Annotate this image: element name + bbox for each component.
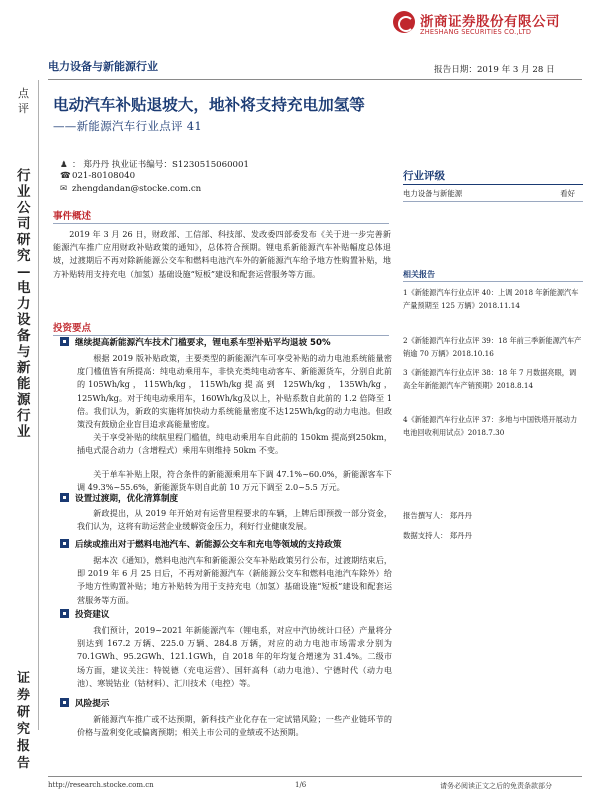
related-report-1[interactable]: 1《新能源汽车行业点评 40：上调 2018 年新能源汽车产量预期至 125 万辆》2018.11.14	[403, 288, 579, 310]
point-title-3: 后续或推出对于燃料电池汽车、新能源公交车和充电等领域的支持政策	[60, 538, 395, 550]
bullet-icon	[60, 609, 69, 618]
phone-icon: ☎	[60, 171, 71, 181]
related-divider	[403, 281, 583, 282]
header-divider	[48, 79, 582, 80]
report-date: 报告日期：2019 年 3 月 28 日	[434, 65, 555, 75]
analyst-name-line	[60, 158, 380, 170]
rating-value: 看好	[560, 189, 575, 198]
rating-row	[403, 188, 583, 199]
rating-industry: 电力设备与新能源	[403, 189, 463, 198]
point-title-4: 投资建议	[60, 608, 395, 620]
point-1-para-3: 关于单车补贴上限，符合条件的新能源乘用车下调 47.1%~60.0%，新能源客车下调 49.3%~55.6%，新能源货车则自此前 10 万元下调至 2.0~5.5 万元。	[77, 469, 392, 493]
bullet-icon	[60, 698, 69, 707]
point-title-2: 设置过渡期，优化清算制度	[60, 492, 395, 504]
point-4-para-1: 我们预计，2019~2021 年新能源汽车（锂电系，对应中汽协统计口径）产量将分别达到 167.2 万辆、225.0 万辆、284.8 万辆，对应的动力电池市场需求分别为 70.1GWh、95.2GWh、121.1GWh，自 2018 年的年均复合增速为 31.4%。二级市场方面，建议关注：特锐德（充电运营）、国轩高科（动力电池）、宁德时代（动力电池）、寒锐钴业（钴材料）、汇川技术（电控）等。	[77, 625, 392, 688]
email-icon: ✉	[60, 184, 68, 194]
person-icon: ♟	[60, 160, 68, 170]
sidebar-category: 行业公司研究—电力设备与新能源行业	[17, 168, 31, 440]
related-report-3[interactable]: 3《新能源汽车行业点评 38：18 年 7 月数据亮眼，调高全年新能源汽车产销预期》2018.8.14	[403, 368, 577, 390]
point-1-para-1: 根据 2019 版补贴政策，主要类型的新能源汽车可享受补贴的动力电池系统能量密度门槛值皆有所提高：纯电动乘用车，非快充类纯电动客车、新能源货车，分别自此前的105Wh/kg，115Wh/kg，115Wh/kg提高到 125Wh/kg，135Wh/kg，125Wh/kg。对于纯电动乘用车，160Wh/kg及以上，补贴系数自此前的 1.2 倍降至 1 倍。我们认为，新政的实施将加快动力系统能量密度不达125Wh/kg的动力电池。但政策没有鼓励企业盲目追求高能量密度。	[77, 353, 392, 430]
report-writer: 报告撰写人： 郑丹丹	[403, 511, 472, 520]
analyst-email-line	[60, 184, 380, 194]
point-title-5: 风险提示	[60, 697, 395, 709]
related-heading: 相关报告	[403, 270, 435, 279]
point-2-para-1: 新政提出，从 2019 年开始对有运营里程要求的车辆，上牌后即预拨一部分资金，我们认为，这将有助运营企业缓解资金压力，利好行业健康发展。	[77, 508, 392, 532]
analyst-phone-line	[60, 171, 380, 181]
point-5-para-1: 新能源汽车推广或不达预期，新科技产业化存在一定试错风险；一些产业链环节的价格与盈利变化或偏离预期；相关上市公司的业绩或不达预期。	[77, 714, 392, 738]
bullet-icon	[60, 539, 69, 548]
event-heading: 事件概述	[53, 211, 92, 222]
analyst-phone: 021-80108040	[72, 171, 136, 181]
bullet-icon	[60, 337, 69, 346]
footer-disclaimer: 请务必阅读正文之后的免责条款部分	[440, 782, 552, 790]
analyst-name: ： 郑丹丹 执业证书编号：S1230515060001	[72, 160, 249, 170]
related-report-4[interactable]: 4《新能源汽车行业点评 37：多地与中国铁塔开展动力电池回收利用试点》2018.7.30	[403, 415, 578, 437]
event-text: 2019 年 3 月 26 日，财政部、工信部、科技部、发改委四部委发布《关于进一步完善新能源汽车推广应用财政补贴政策的通知》，总体符合预期。锂电系新能源汽车补贴幅度总体退坡，过渡期后不再对除新能源公交车和燃料电池汽车外的新能源汽车给予地方性购置补贴，地方补贴转用支持充电（加氢）基础设施“短板”建设和配套运营服务等方面。	[53, 229, 391, 279]
page-number: 1/6	[295, 781, 307, 789]
bullet-icon	[60, 493, 69, 502]
event-divider	[53, 223, 389, 224]
industry-name: 电力设备与新能源行业	[48, 60, 158, 73]
points-heading: 投资要点	[53, 323, 92, 334]
footer-url[interactable]: http://research.stocke.com.cn	[48, 781, 154, 789]
report-subtitle: ——新能源汽车行业点评 41	[53, 119, 202, 133]
sidebar-doc-type: 证券研究报告	[17, 671, 31, 771]
point-3-para-1: 据本次《通知》，燃料电池汽车和新能源公交车补贴政策另行公布，过渡期结束后，即 2019 年 6 月 25 日后，不再对新能源汽车（新能源公交车和燃料电池汽车除外）给予地方性购置补贴；地方补贴转为用于支持充电（加氢）基础设施“短板”建设和配套运营服务等方面。	[77, 555, 392, 605]
analyst-email[interactable]: zhengdandan@stocke.com.cn	[72, 184, 202, 194]
report-title: 电动汽车补贴退坡大，地补将支持充电加氢等	[53, 96, 365, 114]
data-supporter: 数据支持人： 郑丹丹	[403, 531, 472, 540]
brand-name-cn: 浙商证券股份有限公司	[420, 14, 560, 30]
rating-divider	[403, 184, 583, 185]
point-1-para-2: 关于享受补贴的续航里程门槛值，纯电动乘用车自此前的 150km 提高到250km，插电式混合动力（含增程式）乘用车则维持 50km 不变。	[77, 432, 392, 456]
related-report-2[interactable]: 2《新能源汽车行业点评 39：18 年前三季新能源汽车产销逾 70 万辆》2018.10.16	[403, 336, 582, 358]
company-logo	[393, 11, 415, 33]
footer-divider	[48, 776, 582, 777]
sidebar-report-type: 点评	[18, 87, 29, 115]
sidebar-divider	[38, 80, 39, 730]
rating-row-divider	[403, 201, 583, 202]
point-title-1: 继续提高新能源汽车技术门槛要求，锂电系车型补贴平均退坡 50%	[60, 336, 395, 348]
rating-heading: 行业评级	[403, 170, 445, 182]
brand-name-en: ZHESHANG SECURITIES CO.,LTD	[420, 28, 532, 36]
